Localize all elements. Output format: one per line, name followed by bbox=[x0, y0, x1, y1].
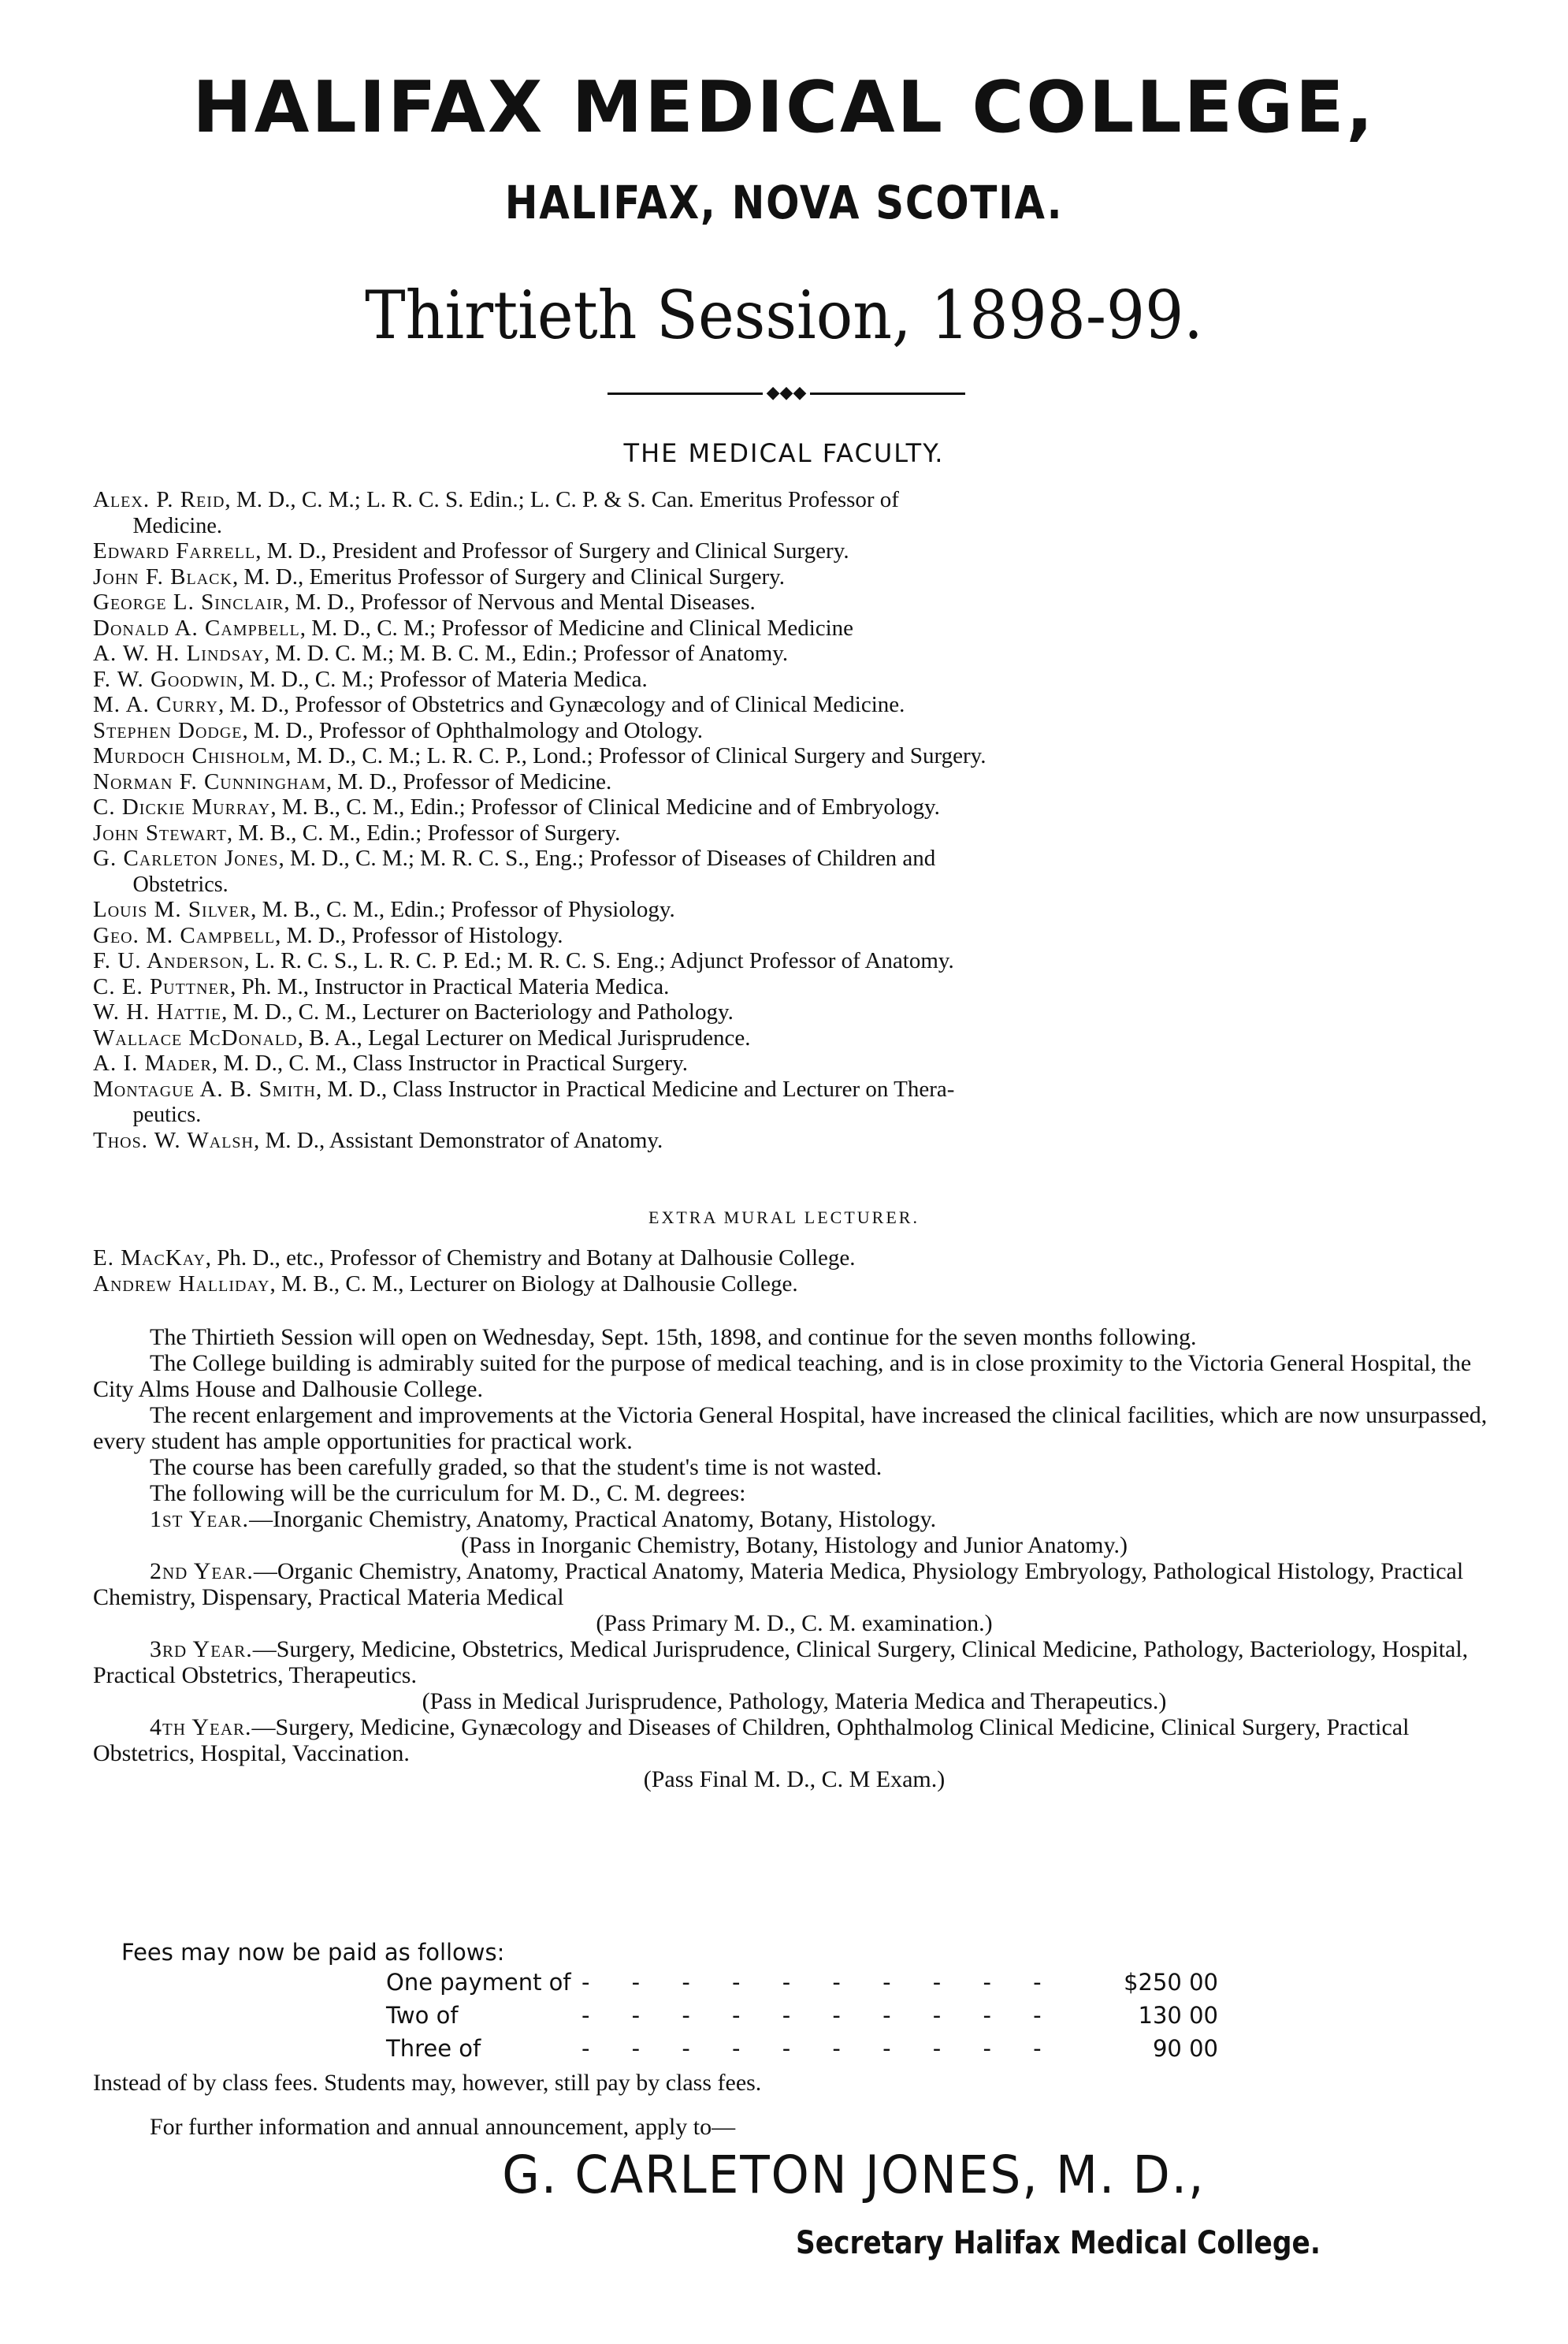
paragraph-enlargement: The recent enlargement and improvements at the Victoria General Hospital, have increased the clinical facilities, which are now unsurpassed, every student has ample opportunities for practical work. bbox=[93, 1402, 1488, 1454]
paragraph-course: The course has been carefully graded, so that the student's time is not wasted. bbox=[150, 1454, 882, 1480]
year-subjects: —Organic Chemistry, Anatomy, Practical Anatomy, Materia Medica, Physiology Embryology, Pathological Histology, Practical Chemistry, Dispensary, Practical Materia Medical bbox=[93, 1558, 1464, 1610]
faculty-entry bbox=[93, 1051, 1496, 1077]
year-pass-requirement: (Pass Final M. D., C. M Exam.) bbox=[643, 1766, 946, 1792]
year-subjects: —Inorganic Chemistry, Anatomy, Practical Anatomy, Botany, Histology. bbox=[249, 1506, 937, 1532]
year-pass-requirement: (Pass in Medical Jurisprudence, Pathology, Materia Medica and Therapeutics.) bbox=[422, 1688, 1167, 1714]
year-label: 2nd Year. bbox=[150, 1558, 254, 1584]
person-name: M. A. Curry bbox=[93, 692, 218, 717]
extra-mural-entry bbox=[93, 1245, 1496, 1271]
extra-mural-heading: EXTRA MURAL LECTURER. bbox=[648, 1207, 920, 1227]
faculty-entry bbox=[93, 846, 1496, 872]
location-subtitle: HALIFAX, NOVA SCOTIA. bbox=[504, 176, 1064, 229]
person-name: A. I. Mader bbox=[93, 1051, 212, 1076]
person-name: C. Dickie Murray bbox=[93, 794, 271, 820]
faculty-entry bbox=[93, 692, 1496, 718]
person-name: E. MacKay bbox=[93, 1245, 206, 1271]
person-credentials: , M. D., Emeritus Professor of Surgery and Clinical Surgery. bbox=[232, 564, 785, 590]
person-name: Stephen Dodge bbox=[93, 717, 243, 743]
faculty-entry-continuation bbox=[93, 513, 1455, 539]
person-credentials: , M. D., C. M., Lecturer on Bacteriology and Pathology. bbox=[221, 999, 734, 1025]
year-label: 3rd Year. bbox=[150, 1636, 253, 1662]
person-name: F. U. Anderson bbox=[93, 948, 244, 973]
curriculum-year bbox=[93, 1714, 1496, 1766]
faculty-entry-continuation bbox=[93, 872, 1455, 898]
further-information: For further information and annual announcement, apply to— bbox=[150, 2114, 736, 2140]
fee-amount: $250 00 bbox=[1124, 1969, 1218, 1996]
person-name: C. E. Puttner bbox=[93, 973, 231, 999]
extra-mural-list bbox=[93, 1245, 1496, 1297]
year-pass-requirement: (Pass Primary M. D., C. M. examination.) bbox=[596, 1610, 993, 1636]
faculty-entry bbox=[93, 538, 1496, 564]
college-title: HALIFAX MEDICAL COLLEGE, bbox=[192, 66, 1376, 149]
faculty-entry bbox=[93, 616, 1496, 642]
person-credentials: , Ph. D., etc., Professor of Chemistry and Botany at Dalhousie College. bbox=[205, 1245, 856, 1271]
person-name: W. H. Hattie bbox=[93, 999, 222, 1025]
faculty-entry bbox=[93, 1128, 1496, 1154]
person-credentials: Obstetrics. bbox=[132, 871, 229, 897]
rule-ornament-icon: ◆◆◆ bbox=[763, 385, 810, 402]
person-credentials: , M. D., Professor of Histology. bbox=[275, 922, 563, 948]
fee-leader-dots: - - - - - - - - - - bbox=[581, 2035, 1059, 2062]
curriculum-year bbox=[93, 1558, 1496, 1610]
fee-label: Three of bbox=[386, 2035, 481, 2062]
person-credentials: , M. D., C. M.; L. R. C. S. Edin.; L. C. P. & S. Can. Emeritus Professor of bbox=[225, 487, 899, 512]
person-name: George L. Sinclair bbox=[93, 590, 284, 615]
signature-title: Secretary Halifax Medical College. bbox=[796, 2225, 1321, 2261]
person-credentials: , M. D., President and Professor of Surgery and Clinical Surgery. bbox=[255, 538, 849, 564]
faculty-entry bbox=[93, 999, 1496, 1025]
person-credentials: , M. D., Professor of Ophthalmology and Otology. bbox=[242, 717, 704, 743]
person-name: Alex. P. Reid bbox=[93, 487, 225, 512]
fee-row bbox=[93, 1966, 1496, 1999]
faculty-entry bbox=[93, 897, 1496, 923]
person-name: John Stewart bbox=[93, 820, 227, 846]
faculty-entry bbox=[93, 718, 1496, 744]
paragraph-curriculum: The following will be the curriculum for M. D., C. M. degrees: bbox=[150, 1480, 746, 1506]
faculty-entry bbox=[93, 820, 1496, 846]
fees-section bbox=[93, 1939, 1496, 2141]
faculty-entry bbox=[93, 487, 1496, 513]
faculty-entry-continuation bbox=[93, 1102, 1455, 1128]
person-name: Geo. M. Campbell bbox=[93, 922, 276, 948]
fee-row bbox=[93, 2032, 1496, 2065]
person-credentials: , M. D., Professor of Medicine. bbox=[325, 768, 612, 794]
faculty-entry bbox=[93, 1025, 1496, 1051]
fee-leader-dots: - - - - - - - - - - bbox=[581, 2002, 1059, 2029]
person-name: Donald A. Campbell bbox=[93, 615, 300, 641]
curriculum-years bbox=[93, 1506, 1496, 1792]
person-credentials: peutics. bbox=[132, 1102, 202, 1127]
faculty-entry bbox=[93, 667, 1496, 693]
paragraph-opening: The Thirtieth Session will open on Wednesday, Sept. 15th, 1898, and continue for the seven months following. bbox=[150, 1324, 1197, 1350]
year-subjects: —Surgery, Medicine, Obstetrics, Medical Jurisprudence, Clinical Surgery, Clinical Medicine, Pathology, Bacteriology, Hospital, Practical Obstetrics, Therapeutics. bbox=[93, 1636, 1469, 1688]
faculty-entry bbox=[93, 641, 1496, 667]
fee-amount: 130 00 bbox=[1138, 2002, 1218, 2029]
person-name: Wallace McDonald bbox=[93, 1025, 298, 1051]
person-credentials: , M. D., C. M.; Professor of Materia Medica. bbox=[238, 666, 648, 692]
faculty-entry bbox=[93, 974, 1496, 1000]
extra-mural-entry bbox=[93, 1271, 1496, 1297]
faculty-entry bbox=[93, 564, 1496, 590]
person-name: Murdoch Chisholm bbox=[93, 743, 285, 768]
faculty-list bbox=[93, 487, 1496, 1153]
person-name: Montague A. B. Smith bbox=[93, 1076, 317, 1102]
person-credentials: , B. A., Legal Lecturer on Medical Jurisprudence. bbox=[297, 1025, 751, 1051]
fee-amount: 90 00 bbox=[1152, 2035, 1218, 2062]
person-credentials: , M. D., C. M., Class Instructor in Practical Surgery. bbox=[211, 1051, 688, 1076]
signature-name: G. CARLETON JONES, M. D., bbox=[502, 2145, 1206, 2205]
person-credentials: , M. D., Assistant Demonstrator of Anatomy. bbox=[253, 1127, 663, 1153]
person-credentials: , Ph. M., Instructor in Practical Materia Medica. bbox=[230, 973, 670, 999]
person-credentials: , M. D., Professor of Obstetrics and Gynæcology and of Clinical Medicine. bbox=[217, 692, 905, 717]
person-credentials: , M. D., C. M.; L. R. C. P., Lond.; Professor of Clinical Surgery and Surgery. bbox=[284, 743, 987, 768]
fees-intro: Fees may now be paid as follows: bbox=[121, 1939, 505, 1966]
person-credentials: , M. D., Professor of Nervous and Mental Diseases. bbox=[284, 590, 756, 615]
faculty-entry bbox=[93, 948, 1496, 974]
paragraph-building: The College building is admirably suited for the purpose of medical teaching, and is in close proximity to the Victoria General Hospital, the City Alms House and Dalhousie College. bbox=[93, 1350, 1472, 1402]
person-credentials: , M. D., C. M.; Professor of Medicine and Clinical Medicine bbox=[299, 615, 854, 641]
person-name: Norman F. Cunningham bbox=[93, 768, 326, 794]
person-credentials: , M. D., Class Instructor in Practical Medicine and Lecturer on Thera- bbox=[316, 1076, 955, 1102]
session-title: Thirtieth Session, 1898-99. bbox=[365, 277, 1203, 354]
year-pass-requirement: (Pass in Inorganic Chemistry, Botany, Histology and Junior Anatomy.) bbox=[460, 1532, 1128, 1558]
person-name: A. W. H. Lindsay bbox=[93, 641, 265, 666]
person-name: Thos. W. Walsh bbox=[93, 1127, 254, 1153]
person-name: John F. Black bbox=[93, 564, 232, 590]
year-label: 4th Year. bbox=[150, 1714, 252, 1740]
curriculum-year bbox=[93, 1636, 1496, 1688]
person-credentials: , M. D., C. M.; M. R. C. S., Eng.; Professor of Diseases of Children and bbox=[278, 846, 936, 871]
faculty-heading: THE MEDICAL FACULTY. bbox=[623, 438, 945, 468]
announcement-body bbox=[93, 1324, 1496, 1792]
person-name: G. Carleton Jones bbox=[93, 846, 279, 871]
fee-label: One payment of bbox=[386, 1969, 571, 1996]
fee-label: Two of bbox=[386, 2002, 459, 2029]
person-name: Andrew Halliday bbox=[93, 1271, 270, 1297]
faculty-entry bbox=[93, 794, 1496, 820]
person-name: Louis M. Silver bbox=[93, 897, 251, 922]
person-credentials: Medicine. bbox=[132, 512, 222, 538]
person-credentials: , M. B., C. M., Edin.; Professor of Surgery. bbox=[226, 820, 621, 846]
person-credentials: , M. D. C. M.; M. B. C. M., Edin.; Professor of Anatomy. bbox=[264, 641, 789, 666]
person-credentials: , L. R. C. S., L. R. C. P. Ed.; M. R. C. S. Eng.; Adjunct Professor of Anatomy. bbox=[243, 948, 954, 973]
fees-note: Instead of by class fees. Students may, however, still pay by class fees. bbox=[93, 2070, 762, 2096]
person-name: Edward Farrell bbox=[93, 538, 256, 564]
person-credentials: , M. B., C. M., Edin.; Professor of Physiology. bbox=[251, 897, 675, 922]
faculty-entry bbox=[93, 923, 1496, 949]
year-label: 1st Year. bbox=[150, 1506, 250, 1532]
faculty-entry bbox=[93, 769, 1496, 795]
fee-table bbox=[93, 1966, 1496, 2065]
person-credentials: , M. B., C. M., Edin.; Professor of Clinical Medicine and of Embryology. bbox=[270, 794, 940, 820]
person-name: F. W. Goodwin bbox=[93, 666, 239, 692]
faculty-entry bbox=[93, 743, 1496, 769]
year-subjects: —Surgery, Medicine, Gynæcology and Diseases of Children, Ophthalmolog Clinical Medicine, Clinical Surgery, Practical Obstetrics, Hospital, Vaccination. bbox=[93, 1714, 1410, 1766]
curriculum-year bbox=[93, 1506, 1496, 1532]
faculty-entry bbox=[93, 1077, 1496, 1103]
faculty-entry bbox=[93, 590, 1496, 616]
fee-leader-dots: - - - - - - - - - - bbox=[581, 1969, 1059, 1996]
fee-row bbox=[93, 1999, 1496, 2032]
person-credentials: , M. B., C. M., Lecturer on Biology at Dalhousie College. bbox=[269, 1271, 798, 1297]
